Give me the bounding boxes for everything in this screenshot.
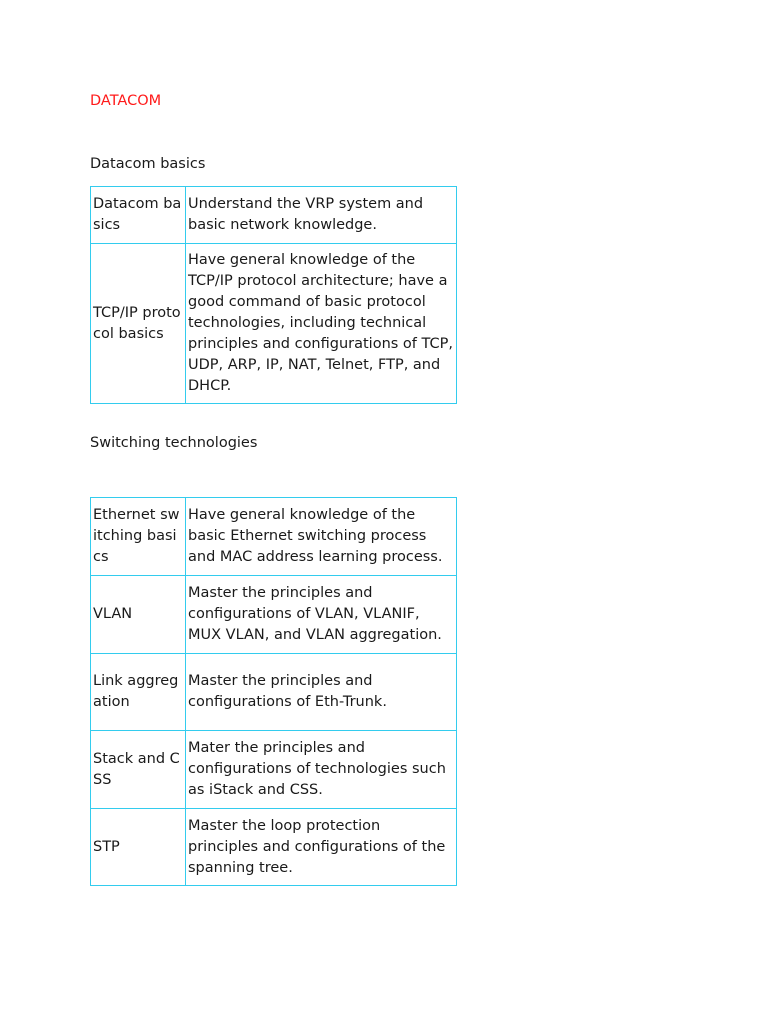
description-cell: Have general knowledge of the basic Ethernet switching process and MAC address learning process.: [186, 498, 457, 576]
document-title: DATACOM: [90, 93, 162, 109]
datacom-basics-table: [90, 186, 457, 404]
table-row: [91, 576, 457, 654]
topic-cell: Datacom basics: [91, 187, 186, 244]
topic-cell: Link aggregation: [91, 654, 186, 731]
topic-cell: Stack and CSS: [91, 731, 186, 809]
topic-cell: STP: [91, 809, 186, 886]
description-cell: Master the loop protection principles and configurations of the spanning tree.: [186, 809, 457, 886]
table-row: [91, 809, 457, 886]
section-heading-datacom-basics: Datacom basics: [90, 156, 206, 172]
table-row: [91, 654, 457, 731]
table-row: [91, 187, 457, 244]
table-row: [91, 244, 457, 404]
table-row: [91, 498, 457, 576]
topic-cell: TCP/IP protocol basics: [91, 244, 186, 404]
description-cell: Understand the VRP system and basic network knowledge.: [186, 187, 457, 244]
topic-cell: Ethernet switching basics: [91, 498, 186, 576]
section-heading-switching-technologies: Switching technologies: [90, 435, 258, 451]
description-cell: Mater the principles and configurations of technologies such as iStack and CSS.: [186, 731, 457, 809]
description-cell: Master the principles and configurations of Eth-Trunk.: [186, 654, 457, 731]
description-cell: Master the principles and configurations of VLAN, VLANIF, MUX VLAN, and VLAN aggregation.: [186, 576, 457, 654]
switching-technologies-table: [90, 497, 457, 886]
topic-cell: VLAN: [91, 576, 186, 654]
description-cell: Have general knowledge of the TCP/IP protocol architecture; have a good command of basic protocol technologies, including technical principles and configurations of TCP, UDP, ARP, IP, NAT, Telnet, FTP, and DHCP.: [186, 244, 457, 404]
table-row: [91, 731, 457, 809]
